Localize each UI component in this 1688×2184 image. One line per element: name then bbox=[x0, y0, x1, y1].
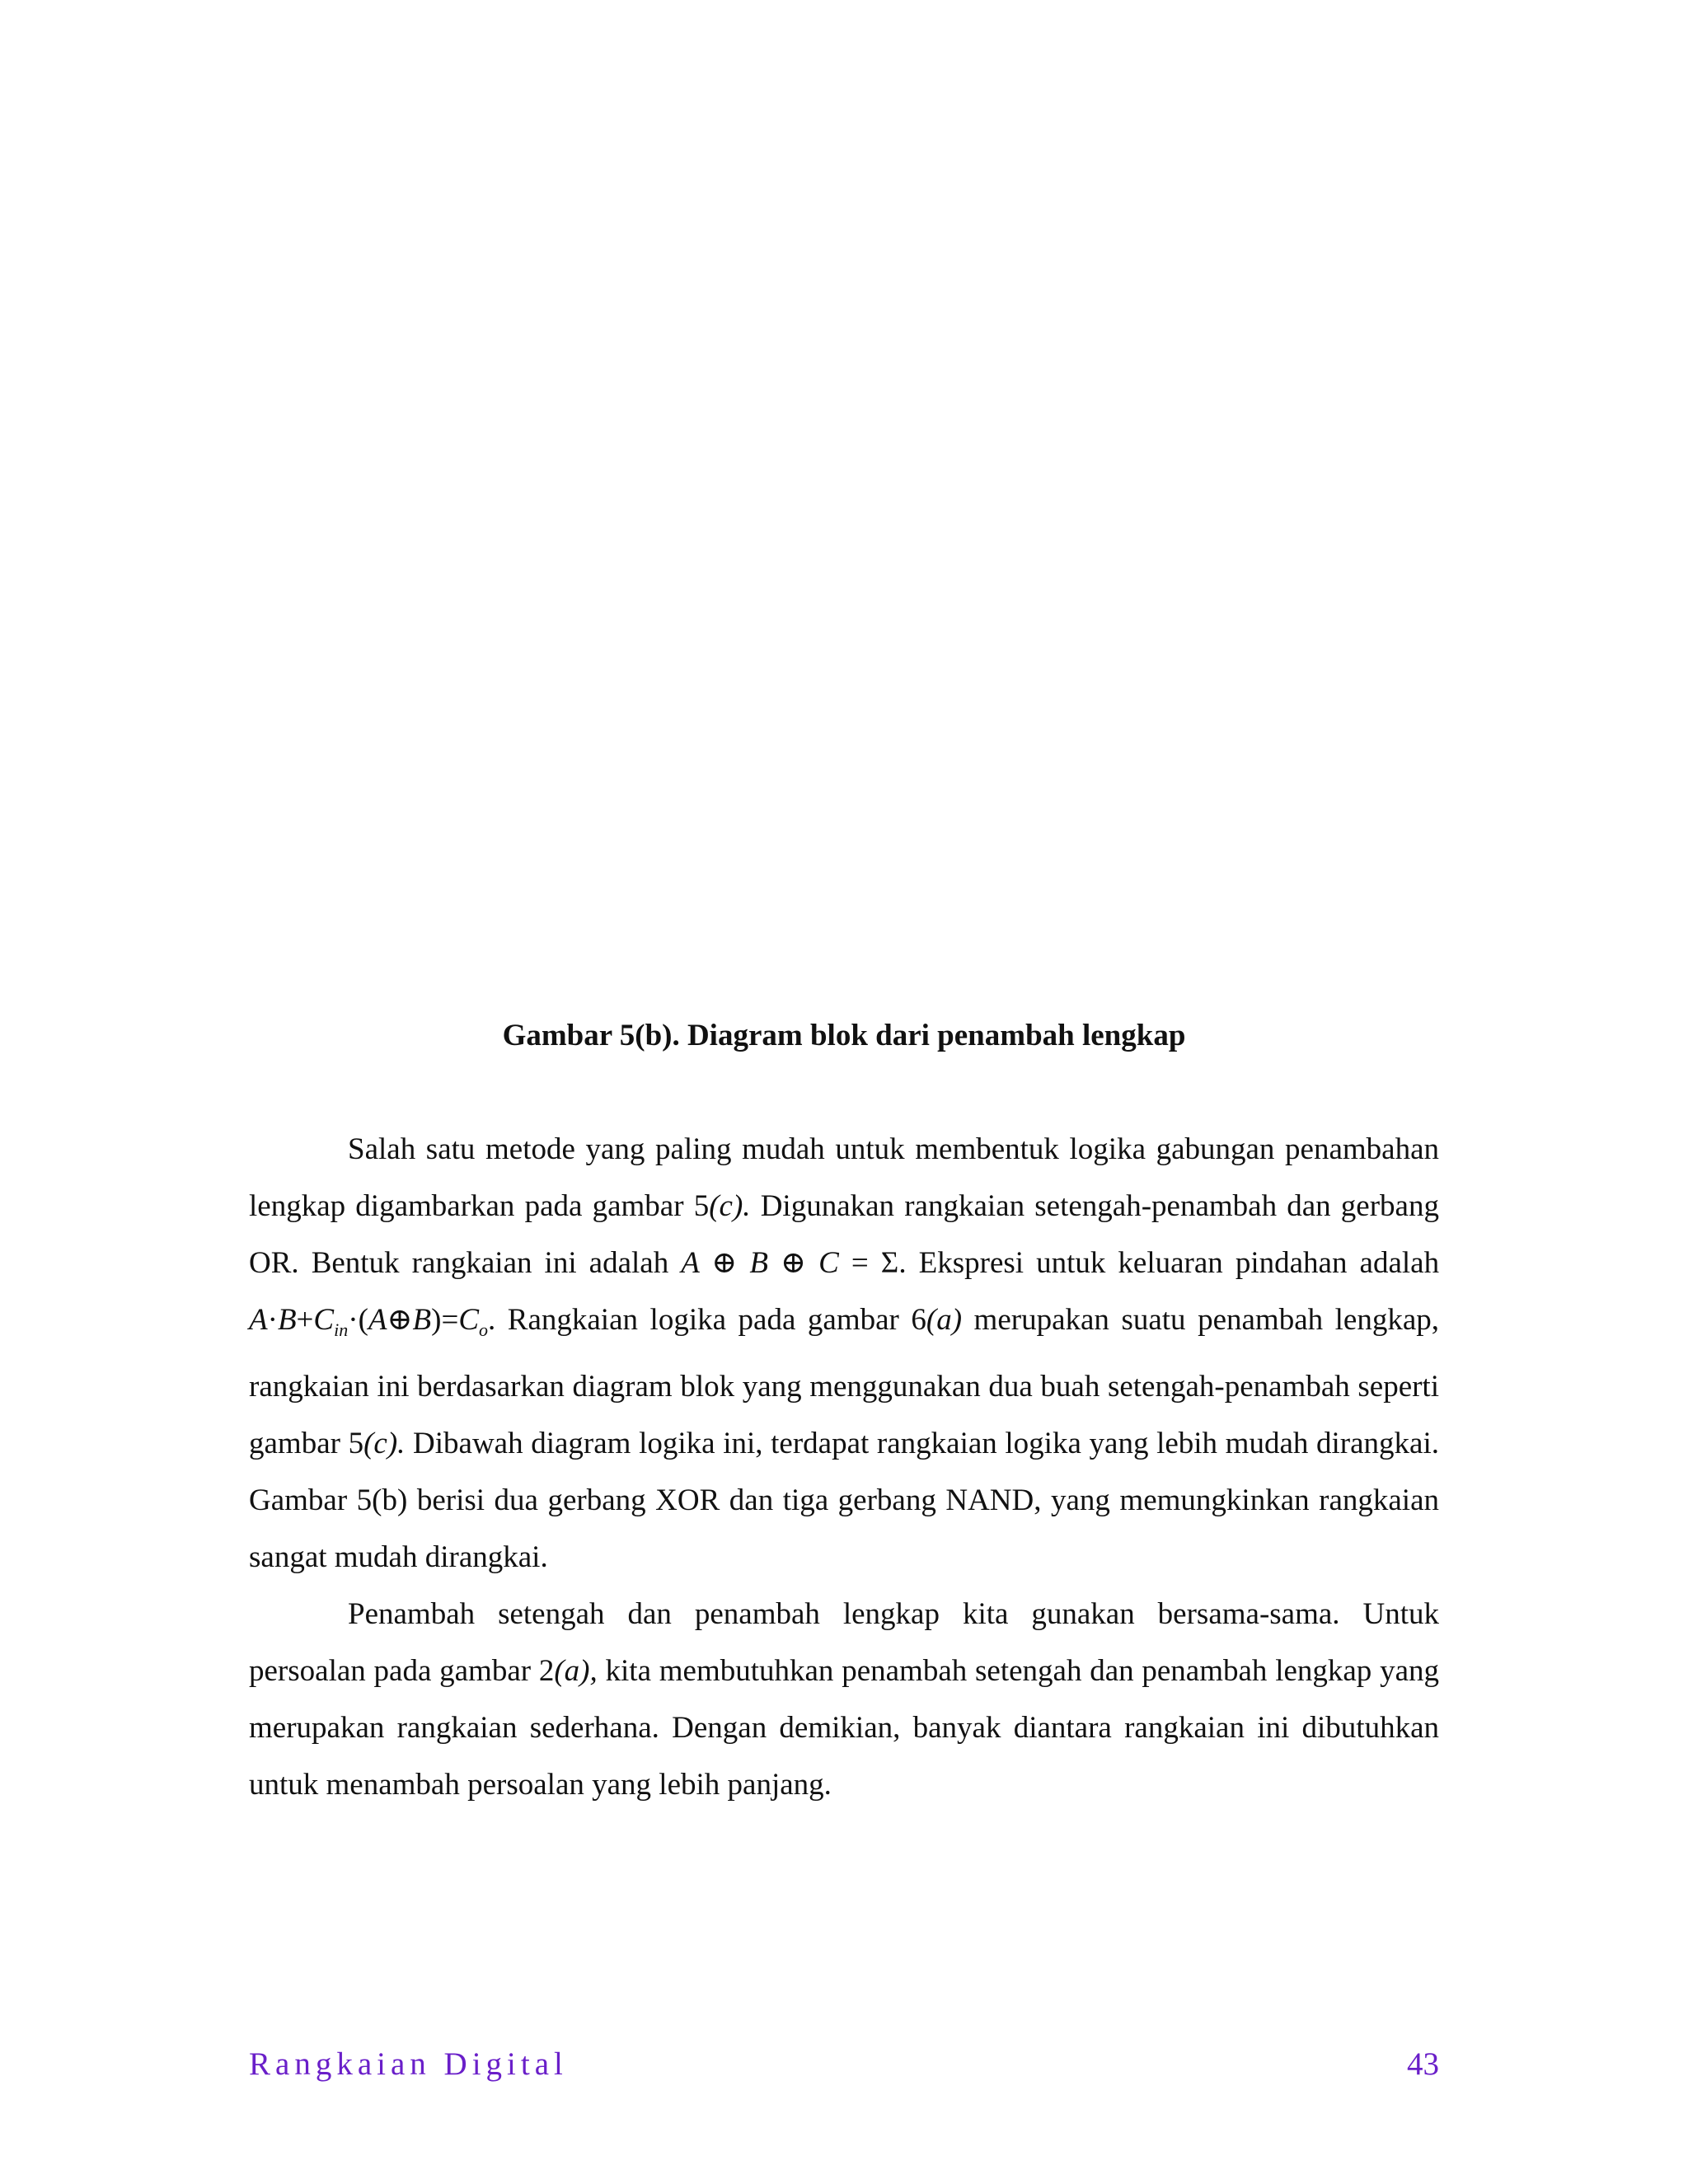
equation-sum: A ⊕ B ⊕ C = Σ bbox=[681, 1246, 899, 1280]
p2-text-1: Penambah setengah dan penambah lengkap kita gunakan bersama-sama. Untuk persoalan pada gambar 2 bbox=[249, 1597, 1439, 1688]
p1-text-5: merupakan suatu penambah lengkap, rangkaian ini berdasarkan diagram blok yang menggunakan dua buah setengah-penambah seperti gambar 5 bbox=[249, 1303, 1440, 1460]
figure-ref-5c: (c). bbox=[709, 1189, 751, 1223]
body-text bbox=[249, 1121, 1439, 1813]
p1-text-1: Salah satu metode yang paling mudah untuk membentuk logika gabungan penambahan lengkap digambarkan pada gambar 5 bbox=[249, 1132, 1439, 1223]
figure-caption: Gambar 5(b). Diagram blok dari penambah lengkap bbox=[502, 1019, 1186, 1052]
p1-text-2: Digunakan rangkaian setengah-penambah dan gerbang OR. Bentuk rangkaian ini adalah bbox=[249, 1189, 1439, 1280]
figure-ref-5c-2: (c). bbox=[363, 1427, 406, 1460]
footer-book-title: Rangkaian Digital bbox=[249, 2046, 568, 2082]
paragraph-1 bbox=[249, 1121, 1439, 1586]
p2-text-2: kita membutuhkan penambah setengah dan penambah lengkap yang merupakan rangkaian sederhana. Dengan demikian, banyak diantara rangkaian ini dibutuhkan untuk menambah persoalan yang lebih panjang. bbox=[249, 1654, 1439, 1802]
figure-ref-6a: (a) bbox=[926, 1303, 963, 1337]
figure-ref-2a: (a), bbox=[554, 1654, 598, 1688]
equation-carry: $A\cdot B+C_{in}\cdot(A\oplus B)=C_o$ bbox=[249, 1303, 489, 1340]
p1-text-3: . Ekspresi untuk keluaran pindahan adalah bbox=[898, 1246, 1440, 1280]
paragraph-2 bbox=[249, 1586, 1439, 1813]
p1-text-4: . Rangkaian logika pada gambar 6 bbox=[488, 1303, 926, 1337]
page-number: 43 bbox=[1407, 2046, 1439, 2082]
p1-text-6: Dibawah diagram logika ini, terdapat rangkaian logika yang lebih mudah dirangkai. Gambar 5(b) berisi dua gerbang XOR dan tiga gerbang NAND, yang memungkinkan rangkaian sangat mudah dirangkai. bbox=[249, 1427, 1439, 1574]
